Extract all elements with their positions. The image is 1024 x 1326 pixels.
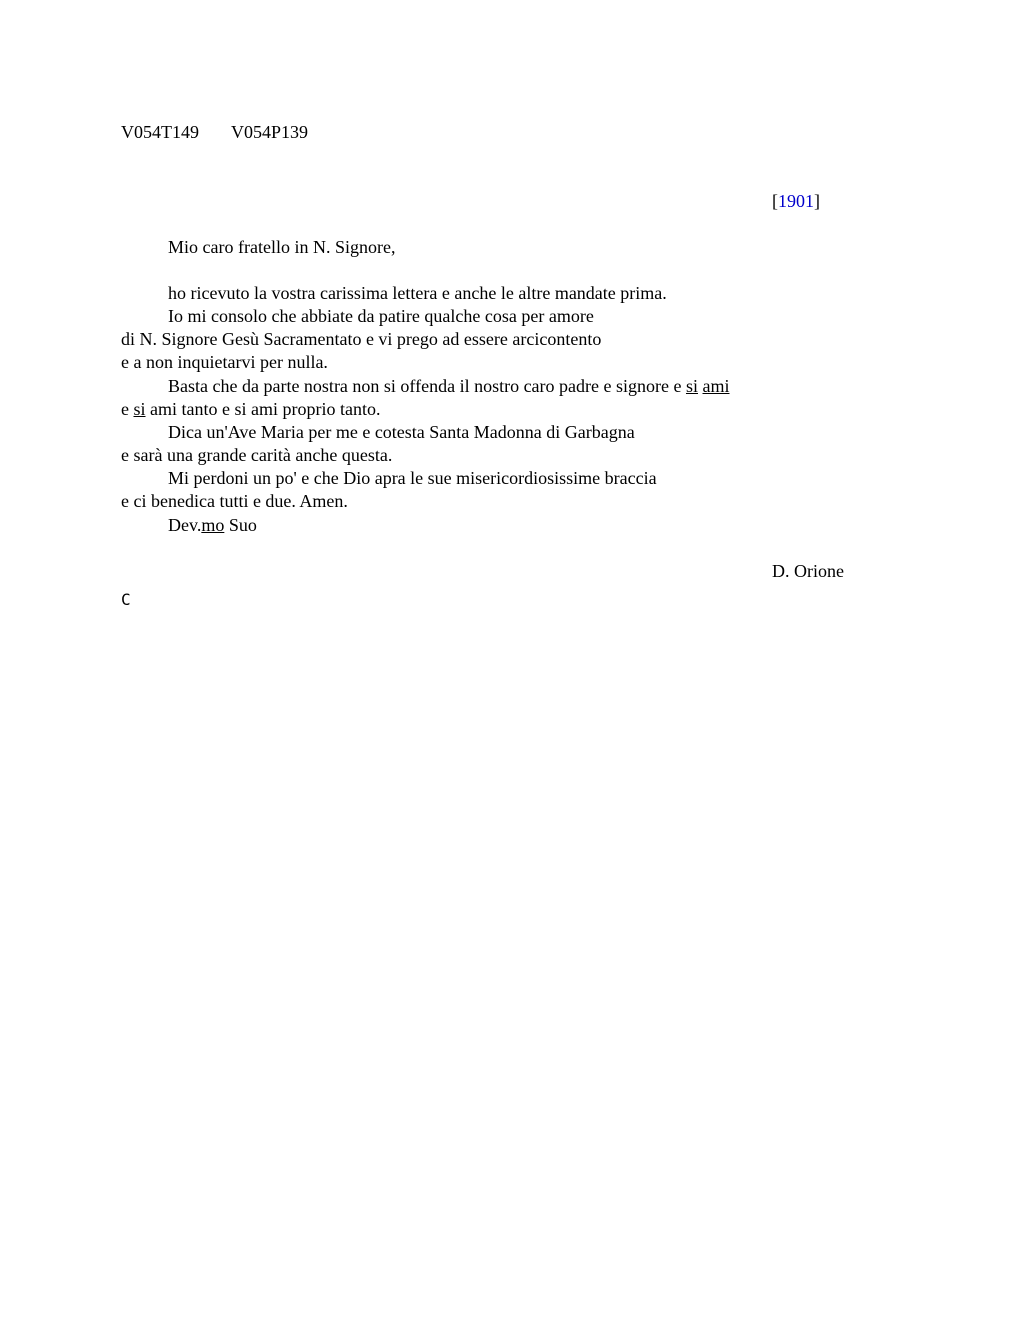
document-mark: C — [121, 590, 131, 609]
closing — [121, 514, 861, 537]
text-reference: V054T149 — [121, 122, 199, 142]
body-line-5 — [121, 375, 861, 398]
underlined-si: si — [685, 375, 698, 396]
body-line-5-text: Basta che da parte nostra non si offenda il nostro caro padre e signore e — [168, 375, 686, 396]
letter-date — [772, 190, 820, 213]
body-line-10: e ci benedica tutti e due. Amen. — [121, 491, 348, 512]
body-line-3: di N. Signore Gesù Sacramentato e vi prego ad essere arcicontento — [121, 329, 602, 350]
page-reference: V054P139 — [231, 122, 309, 142]
signature: D. Orione — [772, 561, 844, 581]
body-line-6-end: ami tanto e si ami proprio tanto. — [145, 398, 381, 419]
underlined-si-2: si — [133, 398, 146, 419]
body-line-7: Dica un'Ave Maria per me e cotesta Santa Madonna di Garbagna — [168, 421, 635, 442]
letter-body — [121, 282, 861, 537]
body-line-4: e a non inquietarvi per nulla. — [121, 352, 328, 373]
reference-codes — [121, 121, 308, 144]
body-line-1: ho ricevuto la vostra carissima lettera e anche le altre mandate prima. — [168, 283, 667, 303]
salutation: Mio caro fratello in N. Signore, — [168, 237, 396, 257]
body-line-9: Mi perdoni un po' e che Dio apra le sue misericordiosissime braccia — [168, 468, 657, 489]
closing-dev: Dev. — [168, 514, 202, 535]
body-line-6-start: e — [121, 398, 134, 419]
underlined-ami: ami — [702, 375, 730, 396]
date-bracket-open: [ — [772, 191, 778, 211]
closing-superscript-mo: mo — [201, 514, 225, 535]
body-line-2: Io mi consolo che abbiate da patire qualche cosa per amore — [168, 306, 594, 327]
body-line-6 — [121, 398, 861, 421]
closing-suo: Suo — [224, 514, 257, 535]
date-link[interactable]: 1901 — [778, 191, 814, 211]
body-line-8: e sarà una grande carità anche questa. — [121, 445, 393, 466]
date-bracket-close: ] — [814, 191, 820, 211]
